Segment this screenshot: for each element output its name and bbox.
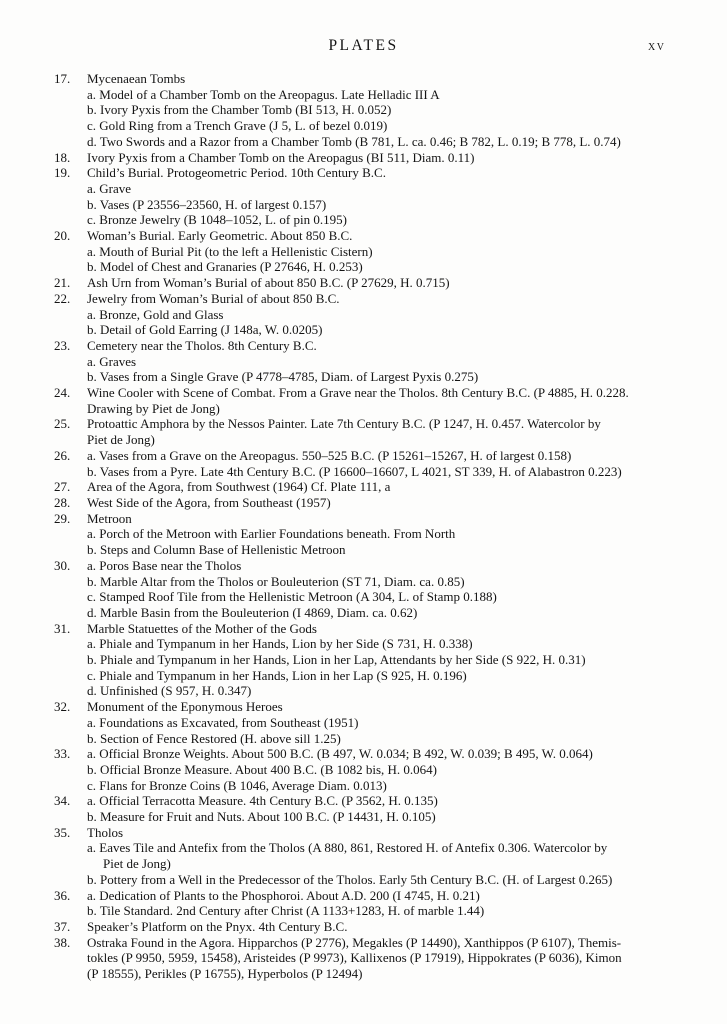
plate-line: d. Marble Basin from the Bouleuterion (I 4869, Diam. ca. 0.62) xyxy=(87,604,418,620)
plate-number: 28. xyxy=(54,494,71,510)
plate-line: Cemetery near the Tholos. 8th Century B.C. xyxy=(87,337,317,353)
plate-list xyxy=(54,71,704,982)
plate-content xyxy=(87,746,704,793)
plate-entry xyxy=(54,825,704,888)
plate-number: 25. xyxy=(54,416,71,432)
plate-entry xyxy=(54,338,704,385)
plate-content xyxy=(87,165,704,228)
plate-entry xyxy=(54,793,704,824)
plate-line: b. Vases (P 23556–23560, H. of largest 0.157) xyxy=(87,196,327,212)
plate-number: 30. xyxy=(54,557,71,573)
plate-number: 27. xyxy=(54,479,71,495)
plate-line: Ivory Pyxis from a Chamber Tomb on the Areopagus (BI 511, Diam. 0.11) xyxy=(87,149,475,165)
plate-line: a. Grave xyxy=(87,180,132,196)
plate-line: Protoattic Amphora by the Nessos Painter. Late 7th Century B.C. (P 1247, H. 0.457. Watercolor by xyxy=(87,416,601,432)
plate-content xyxy=(87,416,704,447)
plate-content xyxy=(87,825,704,888)
plate-line: Wine Cooler with Scene of Combat. From a Grave near the Tholos. 8th Century B.C. (P 4885, H. 0.228. xyxy=(87,385,629,401)
plate-content xyxy=(87,385,704,416)
plate-line: b. Tile Standard. 2nd Century after Christ (A 1133+1283, H. of marble 1.44) xyxy=(87,903,485,919)
plate-entry xyxy=(54,558,704,621)
plate-number: 26. xyxy=(54,447,71,463)
plate-content xyxy=(87,275,704,291)
plate-content xyxy=(87,228,704,275)
plate-entry xyxy=(54,919,704,935)
plate-entry xyxy=(54,150,704,166)
plate-number: 17. xyxy=(54,71,71,86)
plate-entry xyxy=(54,746,704,793)
plate-line: a. Official Terracotta Measure. 4th Century B.C. (P 3562, H. 0.135) xyxy=(87,793,438,809)
plate-number: 37. xyxy=(54,918,71,934)
plate-line: Monument of the Eponymous Heroes xyxy=(87,699,283,715)
plate-line: Marble Statuettes of the Mother of the Gods xyxy=(87,620,317,636)
plate-line: Mycenaean Tombs xyxy=(87,71,186,86)
plate-entry xyxy=(54,291,704,338)
plate-line: d. Unfinished (S 957, H. 0.347) xyxy=(87,683,252,699)
plate-line: b. Marble Altar from the Tholos or Bouleuterion (ST 71, Diam. ca. 0.85) xyxy=(87,573,465,589)
plate-line: a. Mouth of Burial Pit (to the left a Hellenistic Cistern) xyxy=(87,243,373,259)
plate-number: 36. xyxy=(54,887,71,903)
plate-line: b. Measure for Fruit and Nuts. About 100 B.C. (P 14431, H. 0.105) xyxy=(87,809,436,825)
plate-content xyxy=(87,291,704,338)
plate-line: a. Bronze, Gold and Glass xyxy=(87,306,224,322)
plate-line: a. Dedication of Plants to the Phosphoroi. About A.D. 200 (I 4745, H. 0.21) xyxy=(87,887,480,903)
plate-entry xyxy=(54,495,704,511)
plate-content xyxy=(87,511,704,558)
plate-number: 22. xyxy=(54,290,71,306)
plate-entry xyxy=(54,228,704,275)
plate-number: 34. xyxy=(54,793,71,809)
plate-entry xyxy=(54,385,704,416)
plate-number: 21. xyxy=(54,275,71,291)
plate-line: Speaker’s Platform on the Pnyx. 4th Century B.C. xyxy=(87,918,348,934)
plate-content xyxy=(87,919,704,935)
page-title: PLATES xyxy=(328,37,399,54)
plate-line: b. Official Bronze Measure. About 400 B.C. (B 1082 bis, H. 0.064) xyxy=(87,761,437,777)
plate-line: a. Phiale and Tympanum in her Hands, Lion by her Side (S 731, H. 0.338) xyxy=(87,636,473,652)
plate-entry xyxy=(54,621,704,700)
plate-line: b. Vases from a Pyre. Late 4th Century B.C. (P 16600–16607, L 4021, ST 339, H. of Alabastron 0.223) xyxy=(87,463,622,479)
plate-line: Jewelry from Woman’s Burial of about 850 B.C. xyxy=(87,290,340,306)
plate-content xyxy=(87,888,704,919)
plate-line: c. Gold Ring from a Trench Grave (J 5, L. of bezel 0.019) xyxy=(87,118,388,134)
plate-number: 31. xyxy=(54,620,71,636)
plate-line: a. Vases from a Grave on the Areopagus. 550–525 B.C. (P 15261–15267, H. of largest 0.158) xyxy=(87,447,572,463)
plate-line: Piet de Jong) xyxy=(103,856,171,872)
plate-content xyxy=(87,338,704,385)
plate-number: 35. xyxy=(54,824,71,840)
plate-number: 23. xyxy=(54,337,71,353)
plate-entry xyxy=(54,479,704,495)
plate-line: Ash Urn from Woman’s Burial of about 850 B.C. (P 27629, H. 0.715) xyxy=(87,275,450,291)
plate-line: a. Model of a Chamber Tomb on the Areopagus. Late Helladic III A xyxy=(87,86,440,102)
page-number: xv xyxy=(648,39,666,54)
plate-line: b. Steps and Column Base of Hellenistic Metroon xyxy=(87,542,346,558)
plate-line: Child’s Burial. Protogeometric Period. 10th Century B.C. xyxy=(87,165,386,181)
plate-content xyxy=(87,621,704,700)
plate-content xyxy=(87,699,704,746)
plate-line: b. Detail of Gold Earring (J 148a, W. 0.0205) xyxy=(87,322,323,338)
plate-line: a. Poros Base near the Tholos xyxy=(87,557,242,573)
plate-number: 20. xyxy=(54,228,71,244)
plate-line: b. Ivory Pyxis from the Chamber Tomb (BI 513, H. 0.052) xyxy=(87,102,392,118)
plate-line: a. Porch of the Metroon with Earlier Foundations beneath. From North xyxy=(87,526,456,542)
plate-line: a. Official Bronze Weights. About 500 B.C. (B 497, W. 0.034; B 492, W. 0.039; B 495, W. 0.064) xyxy=(87,746,593,762)
plate-line: Drawing by Piet de Jong) xyxy=(87,400,220,416)
plate-entry xyxy=(54,275,704,291)
plate-number: 38. xyxy=(54,934,71,950)
plate-content xyxy=(87,479,704,495)
plate-line: Tholos xyxy=(87,824,124,840)
plate-line: b. Model of Chest and Granaries (P 27646, H. 0.253) xyxy=(87,259,363,275)
plate-number: 29. xyxy=(54,510,71,526)
plate-number: 24. xyxy=(54,385,71,401)
plate-line: a. Foundations as Excavated, from Southeast (1951) xyxy=(87,714,359,730)
plate-entry xyxy=(54,935,704,982)
plate-line: b. Section of Fence Restored (H. above sill 1.25) xyxy=(87,730,341,746)
plate-line: West Side of the Agora, from Southeast (1957) xyxy=(87,494,331,510)
plate-content xyxy=(87,495,704,511)
plate-line: c. Bronze Jewelry (B 1048–1052, L. of pin 0.195) xyxy=(87,212,347,228)
plate-number: 18. xyxy=(54,149,71,165)
plate-line: Area of the Agora, from Southwest (1964) Cf. Plate 111, a xyxy=(87,479,391,495)
plate-content xyxy=(87,150,704,166)
plate-line: tokles (P 9950, 5959, 15458), Aristeides (P 9973), Kallixenos (P 17919), Hippokrates (P 6036), Kimon xyxy=(87,950,622,966)
plate-entry xyxy=(54,71,704,150)
plate-line: Metroon xyxy=(87,510,132,526)
plate-content xyxy=(87,448,704,479)
plate-line: d. Two Swords and a Razor from a Chamber Tomb (B 781, L. ca. 0.46; B 782, L. 0.19; B 778, L. 0.74) xyxy=(87,133,621,149)
plate-line: Piet de Jong) xyxy=(87,432,155,448)
plate-content xyxy=(87,558,704,621)
plate-line: c. Phiale and Tympanum in her Hands, Lion in her Lap (S 925, H. 0.196) xyxy=(87,667,467,683)
plate-content xyxy=(87,793,704,824)
plate-line: (P 18555), Perikles (P 16755), Hyperbolos (P 12494) xyxy=(87,966,363,982)
plate-line: Ostraka Found in the Agora. Hipparchos (P 2776), Megakles (P 14490), Xanthippos (P 6107), Themis- xyxy=(87,934,622,950)
plate-entry xyxy=(54,888,704,919)
plate-line: Woman’s Burial. Early Geometric. About 850 B.C. xyxy=(87,228,353,244)
plate-entry xyxy=(54,448,704,479)
plate-entry xyxy=(54,416,704,447)
plate-content xyxy=(87,71,704,150)
plate-number: 19. xyxy=(54,165,71,181)
plate-number: 32. xyxy=(54,699,71,715)
plate-line: a. Eaves Tile and Antefix from the Tholos (A 880, 861, Restored H. of Antefix 0.306. Watercolor by xyxy=(87,840,608,856)
plate-line: c. Flans for Bronze Coins (B 1046, Average Diam. 0.013) xyxy=(87,777,387,793)
plate-content xyxy=(87,935,704,982)
plate-line: b. Vases from a Single Grave (P 4778–4785, Diam. of Largest Pyxis 0.275) xyxy=(87,369,479,385)
plate-entry xyxy=(54,511,704,558)
plate-entry xyxy=(54,165,704,228)
plate-line: b. Phiale and Tympanum in her Hands, Lion in her Lap, Attendants by her Side (S 922, H. 0.31) xyxy=(87,652,586,668)
plate-line: c. Stamped Roof Tile from the Hellenistic Metroon (A 304, L. of Stamp 0.188) xyxy=(87,589,497,605)
plate-line: b. Pottery from a Well in the Predecessor of the Tholos. Early 5th Century B.C. (H. of Largest 0.265) xyxy=(87,871,613,887)
plate-number: 33. xyxy=(54,746,71,762)
plate-entry xyxy=(54,699,704,746)
plate-line: a. Graves xyxy=(87,353,137,369)
